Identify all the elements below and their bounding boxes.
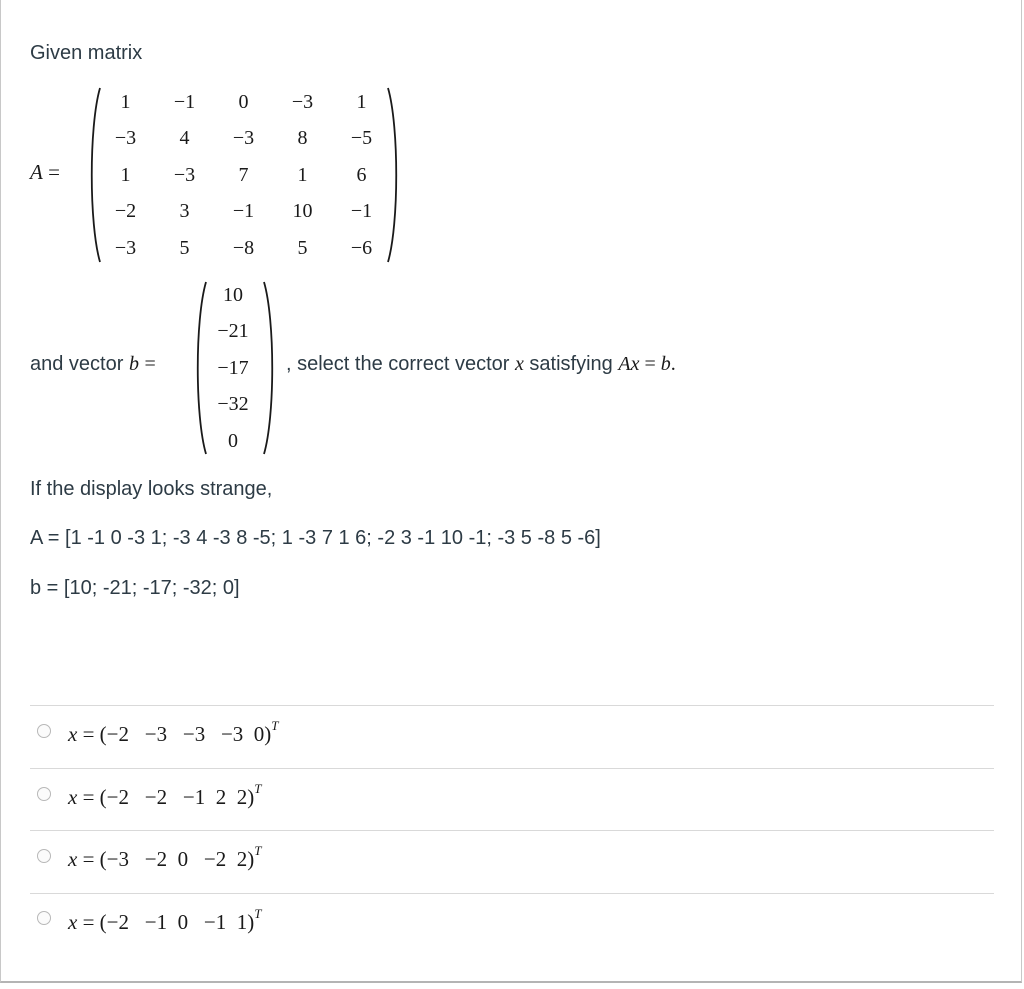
transpose-superscript: T [254, 906, 262, 921]
vector-b-cell: −21 [217, 320, 249, 343]
vector-b-right-paren [262, 280, 278, 456]
option-value: −2 [106, 722, 130, 746]
option-value: 2 [236, 847, 248, 871]
option-value: 0 [177, 847, 189, 871]
matrix-a-row [96, 84, 391, 121]
option-radio-2[interactable] [37, 787, 51, 801]
option-value: 1 [236, 910, 248, 934]
matrix-a-cell: −5 [350, 127, 373, 150]
option-value: −3 [220, 722, 244, 746]
matrix-a-cell: −1 [173, 90, 196, 113]
matrix-a-row [96, 230, 391, 267]
matrix-a-row [96, 121, 391, 158]
matrix-a-cell: 6 [356, 163, 367, 186]
answer-option-4[interactable]: x = (−2 −1 0 −1 1)$^T$ [68, 906, 262, 934]
matrix-a-cell: 3 [179, 200, 190, 223]
matrix-a-cell: −6 [350, 236, 373, 259]
fallback-matrix-text: A = [1 -1 0 -3 1; -3 4 -3 8 -5; 1 -3 7 1 6; -2 3 -1 10 -1; -3 5 -8 5 -6] [30, 527, 601, 549]
vector-b-cell: −32 [217, 393, 249, 416]
matrix-a-cell: −3 [291, 90, 314, 113]
answer-option-3[interactable]: x = (−3 −2 0 −2 2)$^T$ [68, 843, 262, 871]
option-value: −2 [106, 785, 130, 809]
option-divider [30, 830, 994, 831]
vector-b-cell: 10 [223, 283, 243, 306]
matrix-a-cell: 5 [297, 236, 308, 259]
option-value: −3 [106, 847, 130, 871]
vector-b-cell: −17 [217, 356, 249, 379]
option-value: 0 [177, 910, 189, 934]
matrix-a-cell: 1 [120, 90, 131, 113]
intro-text: Given matrix [30, 42, 143, 64]
option-value: −2 [203, 847, 227, 871]
matrix-a-label: A = [30, 160, 60, 184]
transpose-superscript: T [254, 781, 262, 796]
answer-option-1[interactable]: x = (−2 −3 −3 −3 0)$^T$ [68, 718, 279, 746]
option-value: −2 [106, 910, 130, 934]
option-divider [30, 768, 994, 769]
matrix-a-row [96, 194, 391, 231]
matrix-a-cell: −1 [350, 200, 373, 223]
transpose-superscript: T [254, 843, 262, 858]
matrix-a [96, 84, 391, 267]
option-value: −2 [144, 785, 168, 809]
option-divider [30, 893, 994, 894]
fallback-note: If the display looks strange, [30, 478, 273, 500]
matrix-a-cell: −3 [173, 163, 196, 186]
matrix-a-cell: 1 [297, 163, 308, 186]
matrix-a-cell: 5 [179, 236, 190, 259]
matrix-a-right-paren [386, 86, 402, 264]
option-value: −2 [144, 847, 168, 871]
transpose-superscript: T [271, 718, 279, 733]
option-divider [30, 705, 994, 706]
vector-b-prefix: and vector b = [30, 353, 156, 375]
matrix-a-cell: −1 [232, 200, 255, 223]
option-value: −1 [203, 910, 227, 934]
matrix-a-cell: 1 [120, 163, 131, 186]
matrix-a-cell: −3 [114, 236, 137, 259]
matrix-a-cell: −8 [232, 236, 255, 259]
matrix-a-cell: −3 [232, 127, 255, 150]
matrix-a-cell: 8 [297, 127, 308, 150]
vector-b-cell: 0 [228, 429, 238, 452]
option-value: −3 [144, 722, 168, 746]
option-value: 0 [253, 722, 265, 746]
answer-option-2[interactable]: x = (−2 −2 −1 2 2)$^T$ [68, 781, 262, 809]
matrix-a-cell: 0 [238, 90, 249, 113]
option-radio-3[interactable] [37, 849, 51, 863]
matrix-a-cell: −3 [114, 127, 137, 150]
matrix-a-row [96, 157, 391, 194]
option-value: −1 [182, 785, 206, 809]
option-value: −1 [144, 910, 168, 934]
fallback-vector-text: b = [10; -21; -17; -32; 0] [30, 577, 240, 599]
vector-b-suffix: , select the correct vector x satisfying Ax = b. [286, 353, 676, 375]
vector-b [206, 277, 260, 460]
option-value: 2 [215, 785, 227, 809]
matrix-a-cell: 7 [238, 163, 249, 186]
matrix-a-cell: 1 [356, 90, 367, 113]
matrix-a-cell: 4 [179, 127, 190, 150]
matrix-a-cell: −2 [114, 200, 137, 223]
matrix-a-cell: 10 [292, 200, 313, 223]
option-value: 2 [236, 785, 248, 809]
option-value: −3 [182, 722, 206, 746]
option-radio-4[interactable] [37, 911, 51, 925]
option-radio-1[interactable] [37, 724, 51, 738]
